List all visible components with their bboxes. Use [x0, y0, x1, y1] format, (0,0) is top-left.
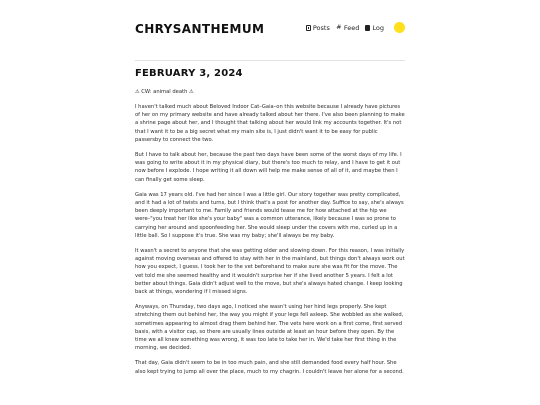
post-paragraph: That day, Gaia didn't seem to be in too much pain, and she still demanded food every half hour. She also kept trying to jump all over the place, much to my chagrin. I couldn't leave her alone for a second.: [135, 360, 404, 375]
site-header: [135, 20, 405, 42]
post-paragraph: I haven't talked much about Beloved Indoor Cat–Gaia–on this website because I already have pictures of her on my primary website and have already talked about her there. I've also been planning to make a shrine page about her, and I thought that talking about her would link my accounts together. It's not that I want it to be a big secret what my main site is, I just didn't want it to be easy for public passersby to connect the two.: [135, 104, 405, 143]
nav-item-posts[interactable]: [306, 24, 330, 32]
note-icon: [306, 25, 311, 31]
nav-item-label: Feed: [343, 23, 360, 32]
nav-item-log[interactable]: [365, 24, 384, 32]
main-nav: [306, 22, 405, 33]
post-paragraph: Anyways, on Thursday, two days ago, I noticed she wasn't using her hind legs properly. She kept stretching them out behind her, the way you might if your legs fell asleep. She wobbled as she walked, sometimes appearing to almost drag them behind her. The vets here work on a first come, first served basis, with a visitor cap, so there are usually lines outside at least an hour before they open. By the time we all knew something was wrong, it was too late to take her in. We'd take her first thing in the morning, we decided.: [135, 304, 404, 352]
post-paragraph: Gaia was 17 years old. I've had her since I was a little girl. Our story together was pretty complicated, and it had a lot of twists and turns, but I think that's a post for another day. Suffice to say, she's always been deeply important to me. Family and friends would tease me for how attached at the hip we were–"you treat her like she's your baby" was a common utterance, likely because I was so prone to carrying her around and spoonfeeding her. She would sleep under the covers with me, curled up in a little ball. So I suppose it's true. She was my baby; she'll always be my baby.: [135, 191, 404, 239]
nav-item-feed[interactable]: [336, 24, 360, 32]
post-paragraph: But I have to talk about her, because the past two days have been some of the worst days of my life. I was going to write about it in my physical diary, but there's too much to relay, and I have to get it out now before I explode. I hope writing it all down will help me make sense of all of it, and maybe then I can finally get some sleep.: [135, 152, 402, 183]
post-date: FEBRUARY 3, 2024: [135, 68, 243, 79]
theme-toggle-button[interactable]: [394, 22, 405, 33]
nav-item-label: Posts: [312, 23, 330, 32]
content-warning: ⚠ CW: animal death ⚠: [135, 89, 194, 95]
hash-icon: #: [336, 23, 342, 31]
nav-item-label: Log: [372, 23, 384, 32]
post-body: [135, 103, 405, 376]
header-divider: [135, 60, 405, 61]
post-paragraph: It wasn't a secret to anyone that she was getting older and slowing down. For this reason, I was initially against moving overseas and offered to stay with her in the mainland, but things don't always work out how you expect, I guess. I took her to the vet beforehand to make sure she was fit for the move. The vet told me she seemed healthy and it wouldn't surprise her if she lived another 5 years. I felt a lot better about things. Gaia didn't adjust well to the move, but she's always hated change. I keep looking back at things, wondering if I missed signs.: [135, 248, 405, 296]
site-title[interactable]: CHRYSANTHEMUM: [135, 22, 265, 36]
post: [135, 68, 405, 383]
book-icon: [365, 25, 370, 31]
